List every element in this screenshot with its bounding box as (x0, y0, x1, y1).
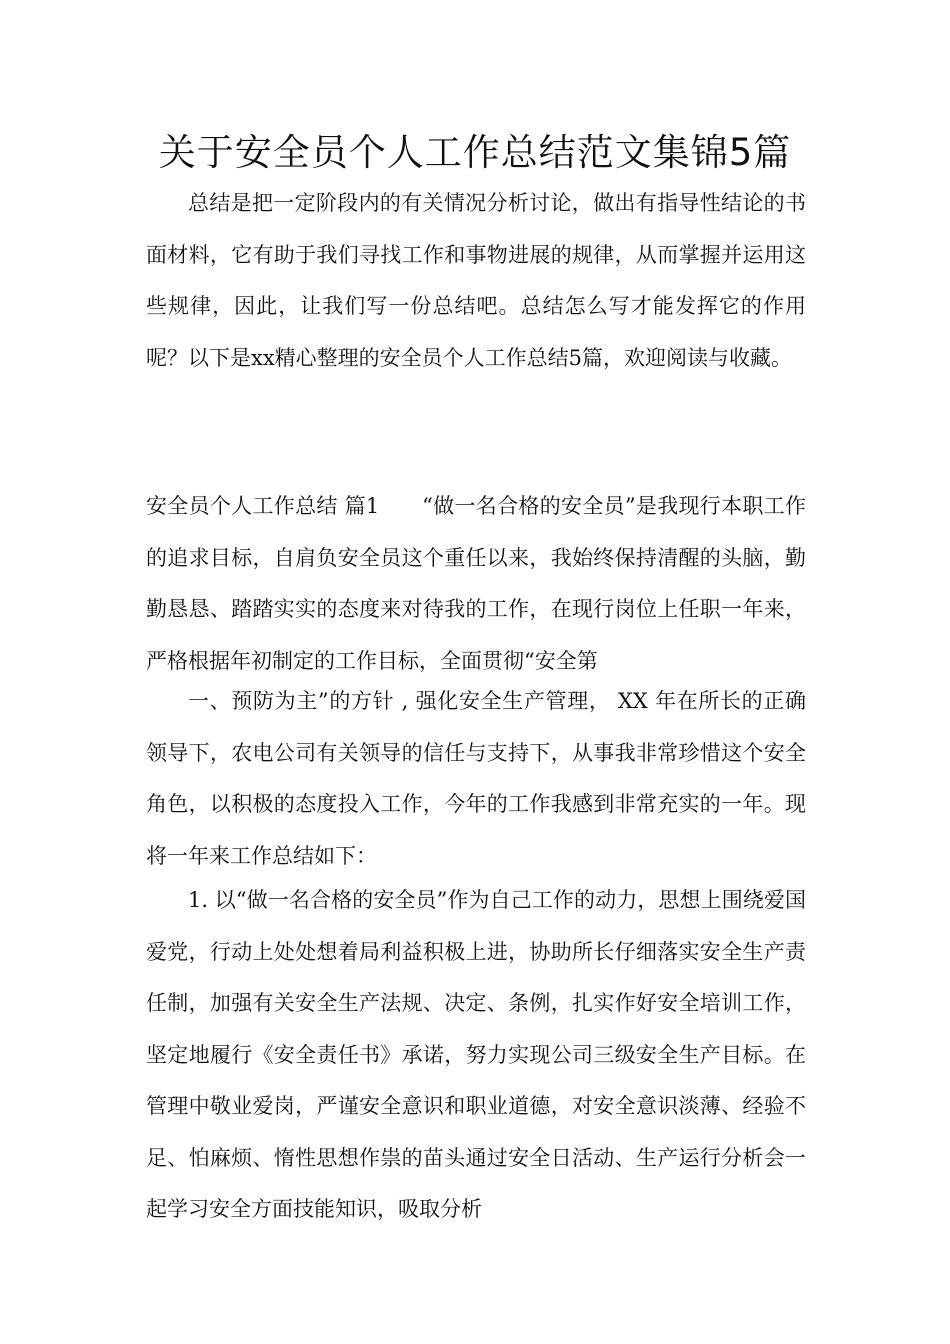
policy-paragraph: 一、预防为主”的方针 , 强化安全生产管理， XX 年在所长的正确领导下，农电公司有关领导的信任与支持下，从事我非常珍惜这个安全角色，以积极的态度投入工作，今年的工作我感到非常充实的一年。现将一年来工作总结如下： (146, 689, 806, 868)
section-1-paragraph: 安全员个人工作总结 篇1 “做一名合格的安全员”是我现行本职工作的追求目标，自肩负安全员这个重任以来，我始终保持清醒的头脑，勤勤恳恳、踏踏实实的态度来对待我的工作，在现行岗位上任职一年来，严格根据年初制定的工作目标，全面贯彻“安全第 (146, 494, 806, 673)
intro-paragraph: 总结是把一定阶段内的有关情况分析讨论，做出有指导性结论的书面材料，它有助于我们寻找工作和事物进展的规律，从而掌握并运用这些规律，因此，让我们写一份总结吧。总结怎么写才能发挥它的作用呢？以下是xx精心整理的安全员个人工作总结5篇，欢迎阅读与收藏。 (146, 191, 806, 370)
item-1-paragraph: 1. 以“做一名合格的安全员”作为自己工作的动力，思想上围绕爱国爱党，行动上处处想着局利益积极上进，协助所长仔细落实安全生产责任制，加强有关安全生产法规、决定、条例，扎实作好安全培训工作，坚定地履行《安全责任书》承诺，努力实现公司三级安全生产目标。在管理中敬业爱岗，严谨安全意识和职业道德，对安全意识淡薄、经验不足、怕麻烦、惰性思想作祟的苗头通过安全日活动、生产运行分析会一起学习安全方面技能知识，吸取分析 (146, 888, 806, 1221)
document-title: 关于安全员个人工作总结范文集锦5篇 (158, 131, 792, 174)
